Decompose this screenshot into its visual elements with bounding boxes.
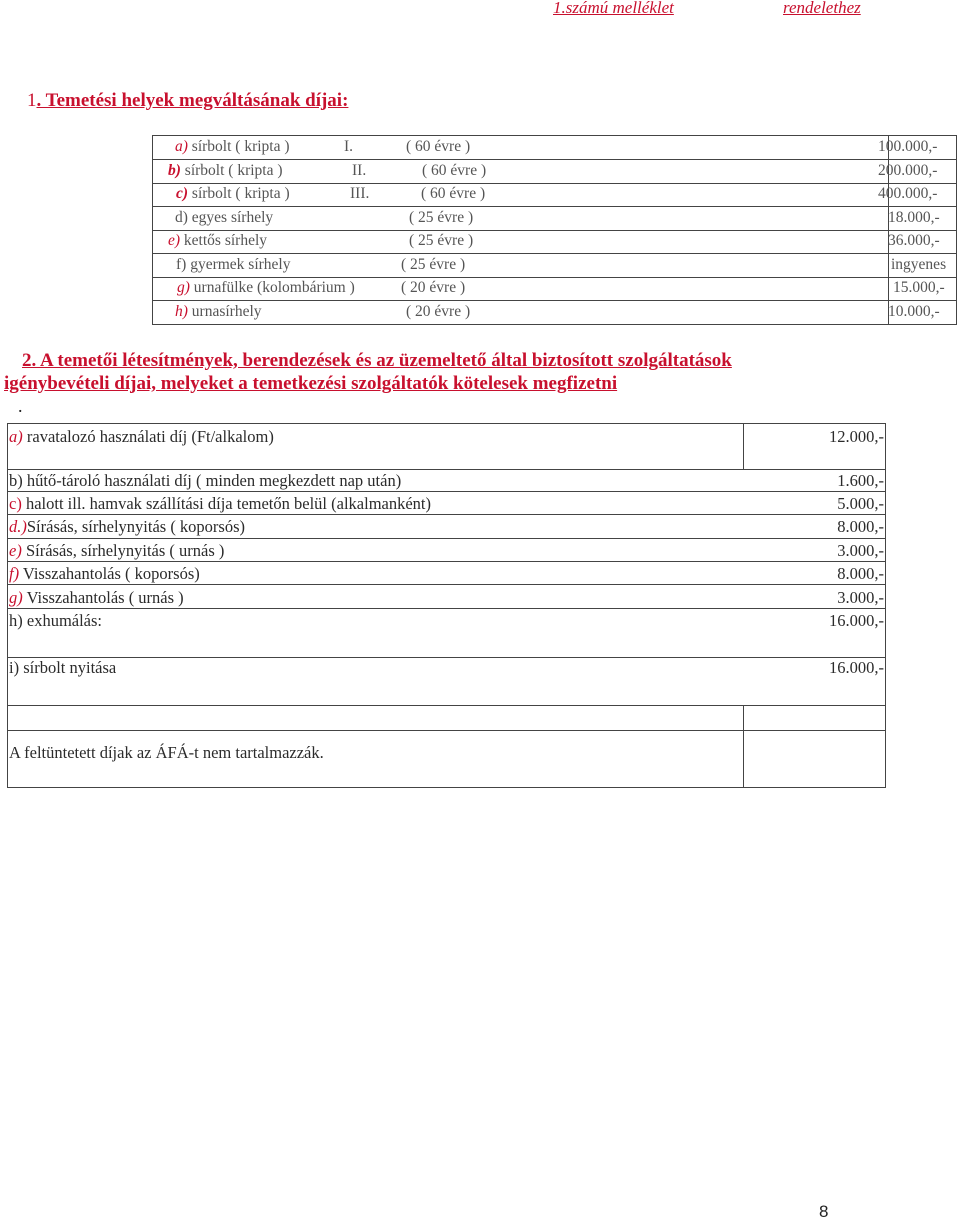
page-number: 8 (819, 1202, 829, 1221)
row-price: 400.000,- (878, 185, 938, 202)
table-row-e: e) kettős sírhely (168, 232, 268, 249)
row-period: ( 20 évre ) (406, 303, 471, 320)
table-row-e: e) Sírásás, sírhelynyitás ( urnás ) (9, 541, 225, 560)
row-price: 36.000,- (888, 232, 940, 249)
row-price: 8.000,- (837, 564, 884, 583)
section2-title: 2. A temetői létesítmények, berendezések és az üzemeltető által biztosított szolgáltatások igénybevételi díjai, melyeket a temetkezési szolgáltatók kötelesek megfizetni (4, 350, 732, 394)
burial-fees-table (152, 135, 957, 325)
section2-dot: . (18, 396, 23, 416)
row-price: 18.000,- (888, 209, 940, 226)
row-price: 15.000,- (893, 279, 945, 296)
decree-label: rendelethez (783, 0, 861, 17)
table-row-a: a) sírbolt ( kripta ) (175, 138, 290, 155)
table-row-d: d.)Sírásás, sírhelynyitás ( koporsós) (9, 517, 246, 536)
row-price: 100.000,- (878, 138, 938, 155)
row-price: 3.000,- (837, 588, 884, 607)
row-period: ( 60 évre ) (422, 162, 487, 179)
row-period: ( 25 évre ) (409, 232, 474, 249)
table-row-f: f) Visszahantolás ( koporsós) (9, 564, 200, 583)
table-row-i: i) sírbolt nyitása (9, 658, 117, 677)
table-row-g: g) Visszahantolás ( urnás ) (9, 588, 184, 607)
row-period: ( 20 évre ) (401, 279, 466, 296)
row-price: ingyenes (891, 256, 947, 273)
row-period: ( 60 évre ) (421, 185, 486, 202)
row-price: 200.000,- (878, 162, 938, 179)
row-price: 8.000,- (837, 517, 884, 536)
table-row-g: g) urnafülke (kolombárium ) (177, 279, 355, 296)
row-class: II. (352, 162, 367, 179)
section1-title (27, 90, 348, 112)
table-row-h: h) exhumálás: (9, 611, 103, 630)
service-fees-table (7, 423, 886, 788)
row-price: 12.000,- (829, 427, 884, 446)
table-row-b: b) sírbolt ( kripta ) (168, 162, 283, 179)
row-price: 16.000,- (829, 658, 884, 677)
row-price: 16.000,- (829, 611, 884, 630)
row-price: 1.600,- (837, 471, 884, 490)
row-price: 10.000,- (888, 303, 940, 320)
table-row-c: c) halott ill. hamvak szállítási díja temetőn belül (alkalmanként) (9, 494, 432, 513)
table-row-d: d) egyes sírhely (175, 209, 274, 226)
table-row-f: f) gyermek sírhely (176, 256, 291, 273)
row-period: ( 25 évre ) (401, 256, 466, 273)
section1-title-text: . Temetési helyek megváltásának díjai: (36, 90, 349, 111)
table-row-c: c) sírbolt ( kripta ) (176, 185, 290, 202)
row-period: ( 60 évre ) (406, 138, 471, 155)
row-class: I. (344, 138, 354, 155)
row-period: ( 25 évre ) (409, 209, 474, 226)
vat-note: A feltüntetett díjak az ÁFÁ-t nem tartalmazzák. (9, 743, 324, 762)
section1-number: 1 (27, 90, 37, 111)
table-row-b: b) hűtő-tároló használati díj ( minden megkezdett nap után) (9, 471, 402, 490)
row-price: 5.000,- (837, 494, 884, 513)
table-row-a: a) ravatalozó használati díj (Ft/alkalom) (9, 427, 274, 446)
annex-label: 1.számú melléklet (553, 0, 674, 17)
table-row-h: h) urnasírhely (175, 303, 262, 320)
row-class: III. (350, 185, 370, 202)
row-price: 3.000,- (837, 541, 884, 560)
